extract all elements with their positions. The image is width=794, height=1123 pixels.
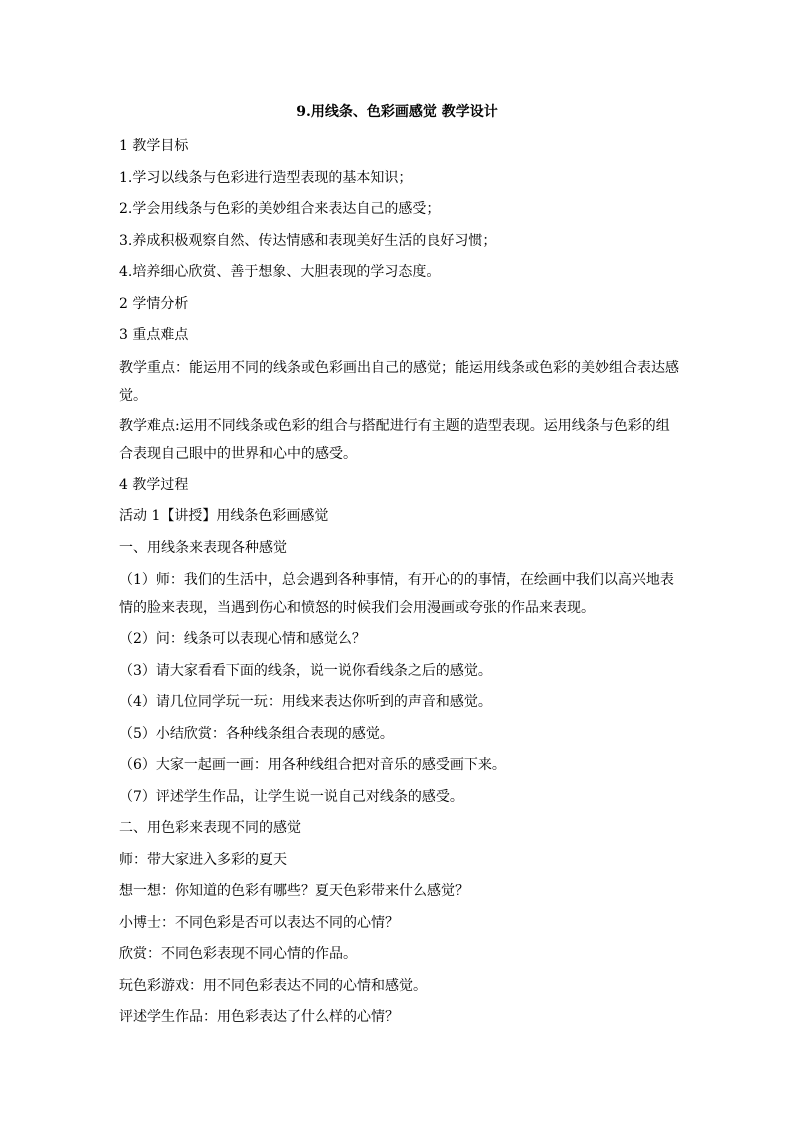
section-heading-process: 4 教学过程 [119,476,189,493]
process-step: （6）大家一起画一画：用各种线组合把对音乐的感受画下来。 [119,757,506,773]
objective-item: 4.培养细心欣赏、善于想象、大胆表现的学习态度。 [119,264,441,280]
color-step: 想一想：你知道的色彩有哪些？夏天色彩带来什么感觉？ [119,883,469,899]
color-step: 评述学生作品：用色彩表达了什么样的心情？ [119,1009,399,1025]
process-step: （2）问：线条可以表现心情和感觉么？ [119,631,366,647]
color-step: 玩色彩游戏：用不同色彩表达不同的心情和感觉。 [119,977,427,994]
section-heading-objectives: 1 教学目标 [119,138,189,154]
objective-item: 2.学会用线条与色彩的美妙组合来表达自己的感受； [119,201,441,217]
color-step: 师：带大家进入多彩的夏天 [119,851,287,868]
difficulty-paragraph: 教学难点:运用不同线条或色彩的组合与搭配进行有主题的造型表现。运用线条与色彩的组合表现自己眼中的世界和心中的感受。 [119,417,670,462]
process-step: （3）请大家看看下面的线条，说一说你看线条之后的感觉。 [119,662,492,679]
document-body [119,131,679,1034]
objective-item: 1.学习以线条与色彩进行造型表现的基本知识； [119,169,413,186]
color-step: 欣赏：不同色彩表现不同心情的作品。 [119,946,357,962]
subsection-heading-colors: 二、用色彩来表现不同的感觉 [119,820,301,836]
process-step: （1）师：我们的生活中，总会遇到各种事情，有开心的的事情，在绘画中我们以高兴地表情的脸来表现，当遇到伤心和愤怒的时候我们会用漫画或夸张的作品来表现。 [119,572,674,616]
process-step: （4）请几位同学玩一玩：用线来表达你听到的声音和感觉。 [119,694,492,710]
activity-heading: 活动 1【讲授】用线条色彩画感觉 [119,508,329,524]
key-point-paragraph: 教学重点：能运用不同的线条或色彩画出自己的感觉；能运用线条或色彩的美妙组合表达感觉。 [119,359,679,404]
process-step: （7）评述学生作品，让学生说一说自己对线条的感受。 [119,788,464,805]
document-title: 9.用线条、色彩画感觉 教学设计 [296,104,498,120]
section-heading-key-points: 3 重点难点 [119,327,189,343]
color-step: 小博士：不同色彩是否可以表达不同的心情？ [119,914,399,931]
subsection-heading-lines: 一、用线条来表现各种感觉 [119,539,287,556]
objective-item: 3.养成积极观察自然、传达情感和表现美好生活的良好习惯； [119,232,497,249]
process-step: （5）小结欣赏：各种线条组合表现的感觉。 [119,725,394,742]
section-heading-analysis: 2 学情分析 [119,295,189,312]
